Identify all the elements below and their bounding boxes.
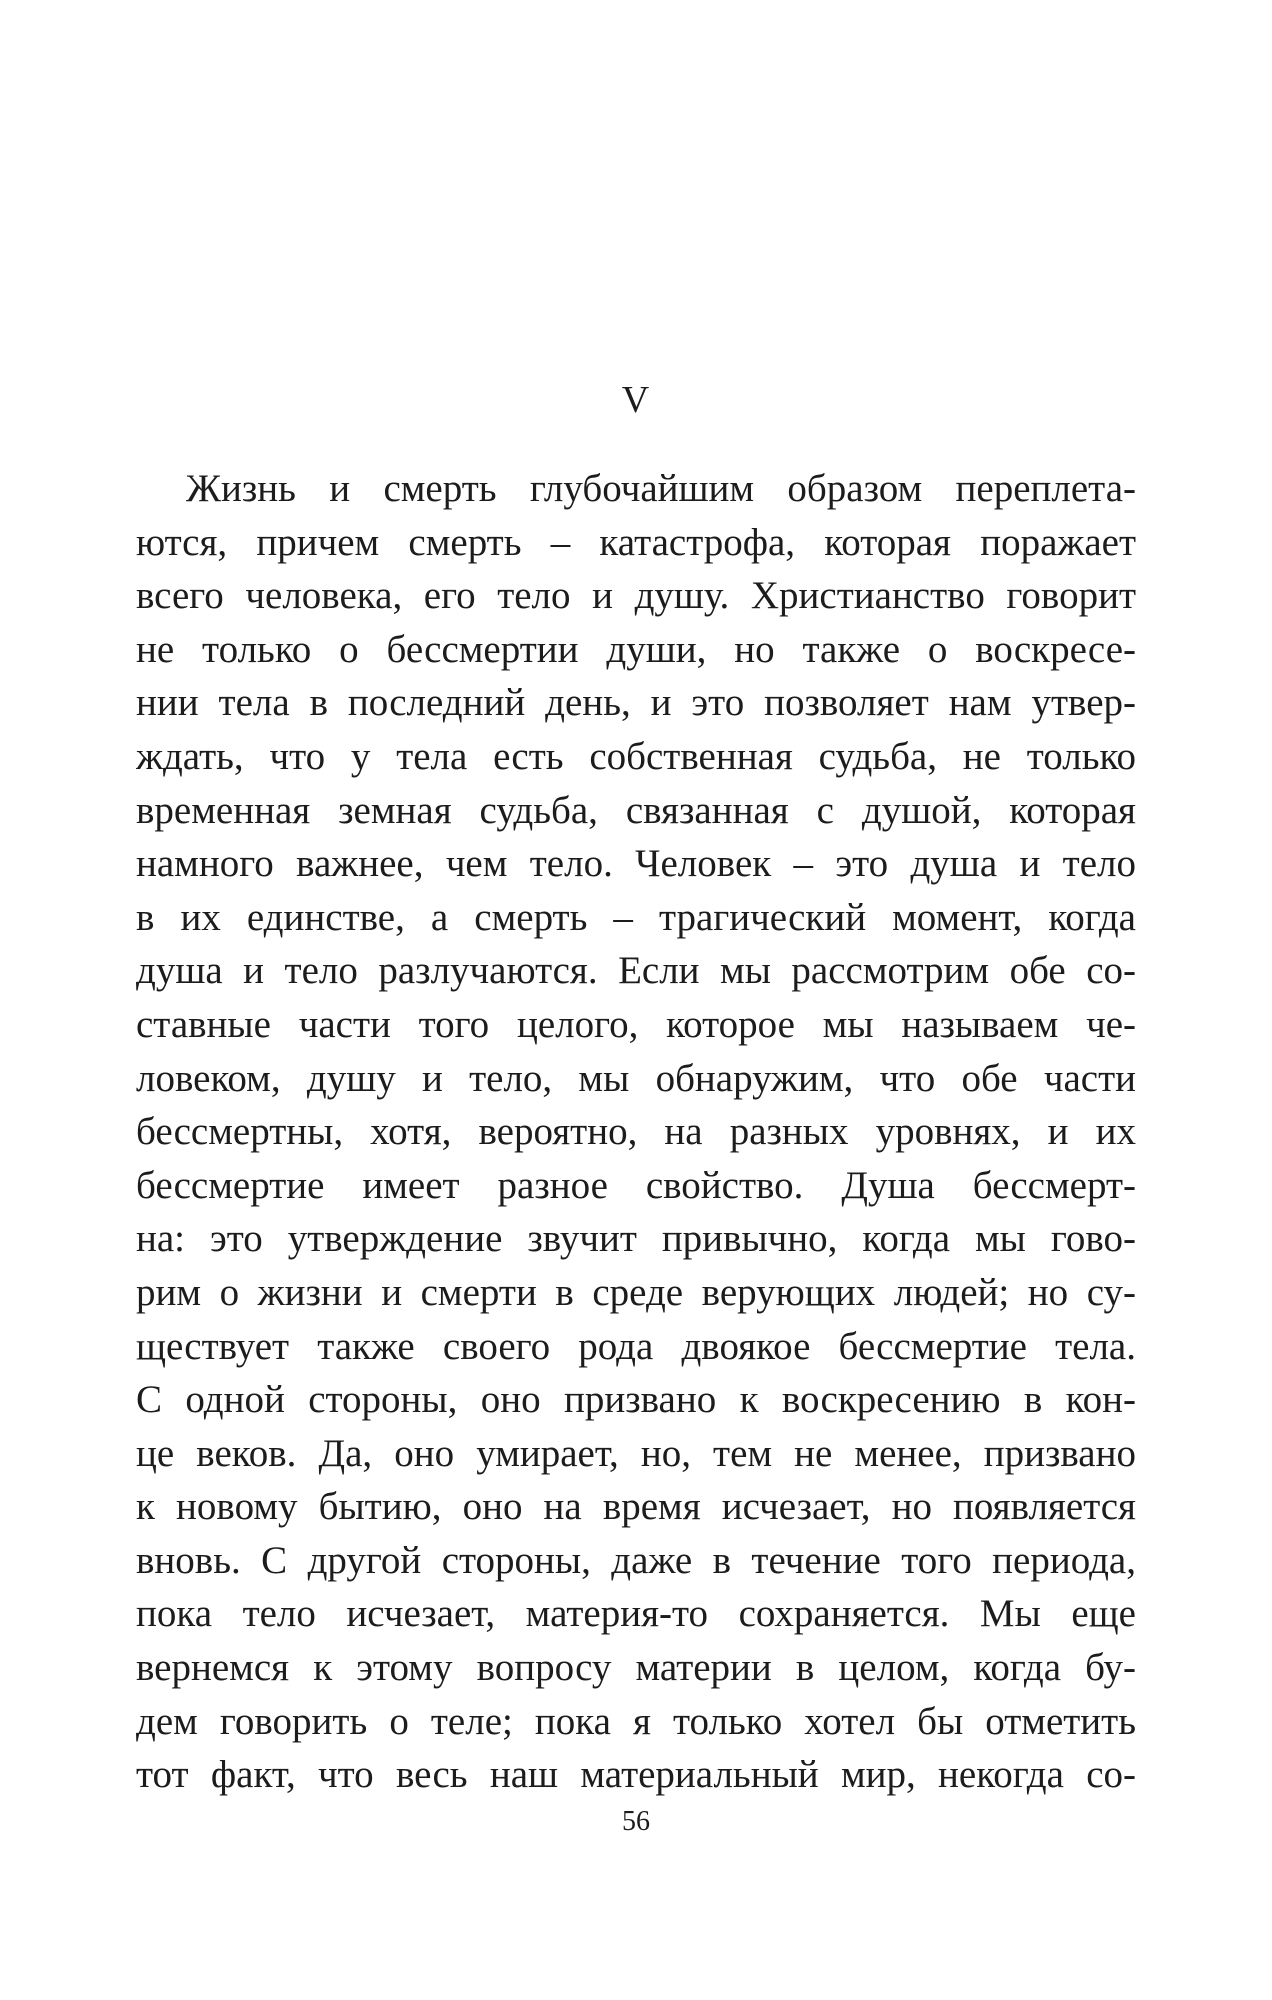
text-line: тот факт, что весь наш материальный мир, некогда со-: [136, 1753, 1136, 1797]
text-line: ставные части того целого, которое мы называем че-: [136, 1002, 1136, 1046]
text-line: временная земная судьба, связанная с душой, которая: [136, 788, 1136, 832]
text-line: вновь. С другой стороны, даже в течение того периода,: [136, 1538, 1136, 1582]
text-line: всего человека, его тело и душу. Христианство говорит: [136, 574, 1136, 618]
text-line: бессмертие имеет разное свойство. Душа бессмерт-: [136, 1163, 1136, 1207]
text-line: не только о бессмертии души, но также о воскресе-: [136, 627, 1136, 671]
text-line: рим о жизни и смерти в среде верующих людей; но су-: [136, 1270, 1136, 1314]
text-line: в их единстве, а смерть – трагический момент, когда: [136, 895, 1136, 939]
text-line: це веков. Да, оно умирает, но, тем не менее, призвано: [136, 1431, 1136, 1475]
text-line: намного важнее, чем тело. Человек – это душа и тело: [136, 842, 1136, 886]
text-line: ществует также своего рода двоякое бессмертие тела.: [136, 1324, 1136, 1368]
text-line: ются, причем смерть – катастрофа, которая поражает: [136, 520, 1136, 564]
text-line: ждать, что у тела есть собственная судьба, не только: [136, 734, 1136, 778]
text-line: С одной стороны, оно призвано к воскресению в кон-: [136, 1378, 1136, 1422]
page-number: 56: [622, 1806, 650, 1837]
text-line: вернемся к этому вопросу материи в целом, когда бу-: [136, 1646, 1136, 1690]
text-line: к новому бытию, оно на время исчезает, но появляется: [136, 1485, 1136, 1529]
text-line: пока тело исчезает, материя-то сохраняется. Мы еще: [136, 1592, 1136, 1636]
text-line: ловеком, душу и тело, мы обнаружим, что обе части: [136, 1056, 1136, 1100]
text-line: на: это утверждение звучит привычно, когда мы гово-: [136, 1217, 1136, 1261]
body-paragraph: [136, 462, 1136, 1802]
text-line: дем говорить о теле; пока я только хотел бы отметить: [136, 1699, 1136, 1743]
text-line: нии тела в последний день, и это позволяет нам утвер-: [136, 681, 1136, 725]
text-line: бессмертны, хотя, вероятно, на разных уровнях, и их: [136, 1110, 1136, 1154]
text-line: Жизнь и смерть глубочайшим образом переплета-: [186, 467, 1136, 510]
chapter-heading: V: [621, 379, 651, 421]
text-line: душа и тело разлучаются. Если мы рассмотрим обе со-: [136, 949, 1136, 993]
